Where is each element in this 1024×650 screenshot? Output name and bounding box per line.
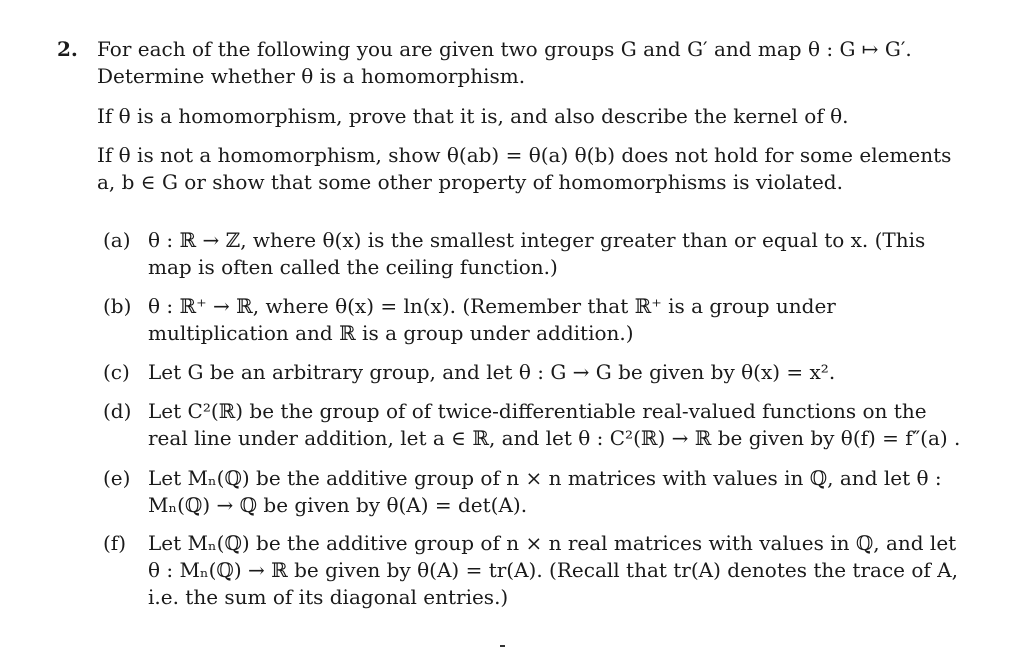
subproblem-label: (d) — [103, 399, 132, 423]
subproblem-text: Let G be an arbitrary group, and let θ : G → G be given by θ(x) = x². — [148, 360, 836, 384]
problem-intro: For each of the following you are given two groups G and G′ and map θ : G ↦ G′. Determine whether θ is a homomorphism. — [97, 37, 912, 88]
stray-mark — [500, 645, 505, 647]
problem-number: 2. — [57, 37, 78, 61]
subproblem-text: Let C²(ℝ) be the group of of twice-differentiable real-valued functions on the real line under addition, let a ∈ ℝ, and let θ : C²(ℝ) → ℝ be given by θ(f) = f″(a) . — [148, 399, 961, 450]
if-homomorphism-instruction: If θ is a homomorphism, prove that it is, and also describe the kernel of θ. — [97, 104, 849, 128]
subproblem-label: (b) — [103, 294, 132, 318]
subproblem-label: (c) — [103, 360, 130, 384]
subproblem-label: (f) — [103, 531, 127, 555]
if-not-homomorphism-instruction: If θ is not a homomorphism, show θ(ab) = θ(a) θ(b) does not hold for some elements a, b ∈ G or show that some other property of homomorphisms is violated. — [97, 143, 952, 194]
subproblem-text: Let Mₙ(ℚ) be the additive group of n × n real matrices with values in ℚ, and let θ : Mₙ(ℚ) → ℝ be given by θ(A) = tr(A). (Recall that tr(A) denotes the trace of A, i.e. the sum of its diagonal entries.) — [148, 531, 958, 609]
subproblem-text: θ : ℝ → ℤ, where θ(x) is the smallest integer greater than or equal to x. (This map is often called the ceiling function.) — [148, 228, 926, 279]
subproblem-text: Let Mₙ(ℚ) be the additive group of n × n matrices with values in ℚ, and let θ : Mₙ(ℚ) → ℚ be given by θ(A) = det(A). — [148, 466, 942, 517]
subproblem-label: (a) — [103, 228, 131, 252]
subproblem-text: θ : ℝ⁺ → ℝ, where θ(x) = ln(x). (Remember that ℝ⁺ is a group under multiplication and ℝ is a group under addition.) — [148, 294, 836, 345]
subproblem-label: (e) — [103, 466, 131, 490]
